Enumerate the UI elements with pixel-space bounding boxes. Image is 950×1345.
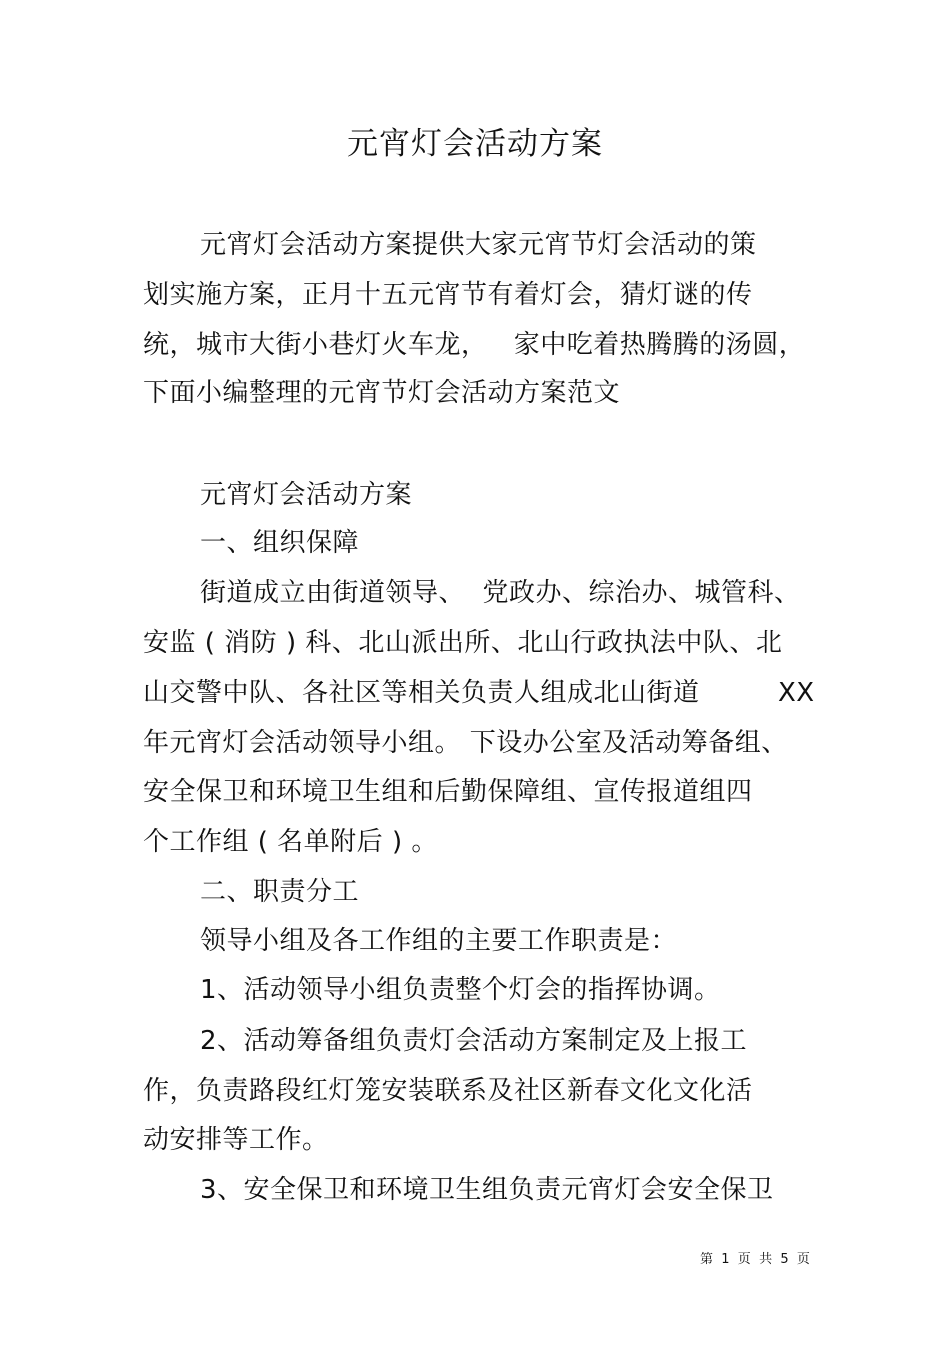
body-line: 安全保卫和环境卫生组和后勤保障组、宣传报道组四 bbox=[143, 777, 753, 807]
intro-line-1: 元宵灯会活动方案提供大家元宵节灯会活动的策 bbox=[200, 230, 757, 260]
heading-responsibilities: 二、职责分工 bbox=[200, 877, 360, 907]
body-line: 个工作组 ( 名单附后 ) 。 bbox=[143, 827, 438, 857]
list-item-1: 1、活动领导小组负责整个灯会的指挥协调。 bbox=[200, 975, 721, 1005]
intro-line-2: 划实施方案，正月十五元宵节有着灯会，猜灯谜的传 bbox=[143, 280, 753, 310]
document-title: 元宵灯会活动方案 bbox=[347, 126, 603, 162]
page-footer: 第 1 页 共 5 页 bbox=[700, 1252, 810, 1267]
list-item-2: 2、活动筹备组负责灯会活动方案制定及上报工 bbox=[200, 1026, 748, 1056]
year-placeholder: XX bbox=[778, 678, 815, 708]
intro-line-4: 下面小编整理的元宵节灯会活动方案范文 bbox=[143, 378, 621, 408]
body-line: 年元宵灯会活动领导小组。 下设办公室及活动筹备组、 bbox=[143, 728, 788, 758]
body-line: 山交警中队、各社区等相关负责人组成北山街道 bbox=[143, 678, 700, 708]
section-heading: 元宵灯会活动方案 bbox=[200, 480, 413, 510]
body-line: 领导小组及各工作组的主要工作职责是： bbox=[200, 926, 678, 956]
heading-organization: 一、组织保障 bbox=[200, 528, 360, 558]
list-item-2-cont: 动安排等工作。 bbox=[143, 1125, 329, 1155]
intro-line-3: 统，城市大街小巷灯火车龙， 家中吃着热腾腾的汤圆， bbox=[143, 330, 806, 360]
list-item-2-cont: 作，负责路段红灯笼安装联系及社区新春文化文化活 bbox=[143, 1076, 753, 1106]
body-line: 安监 ( 消防 ) 科、北山派出所、北山行政执法中队、北 bbox=[143, 628, 783, 658]
body-line: 街道成立由街道领导、 党政办、综治办、城管科、 bbox=[200, 578, 801, 608]
list-item-3: 3、安全保卫和环境卫生组负责元宵灯会安全保卫 bbox=[200, 1175, 774, 1205]
